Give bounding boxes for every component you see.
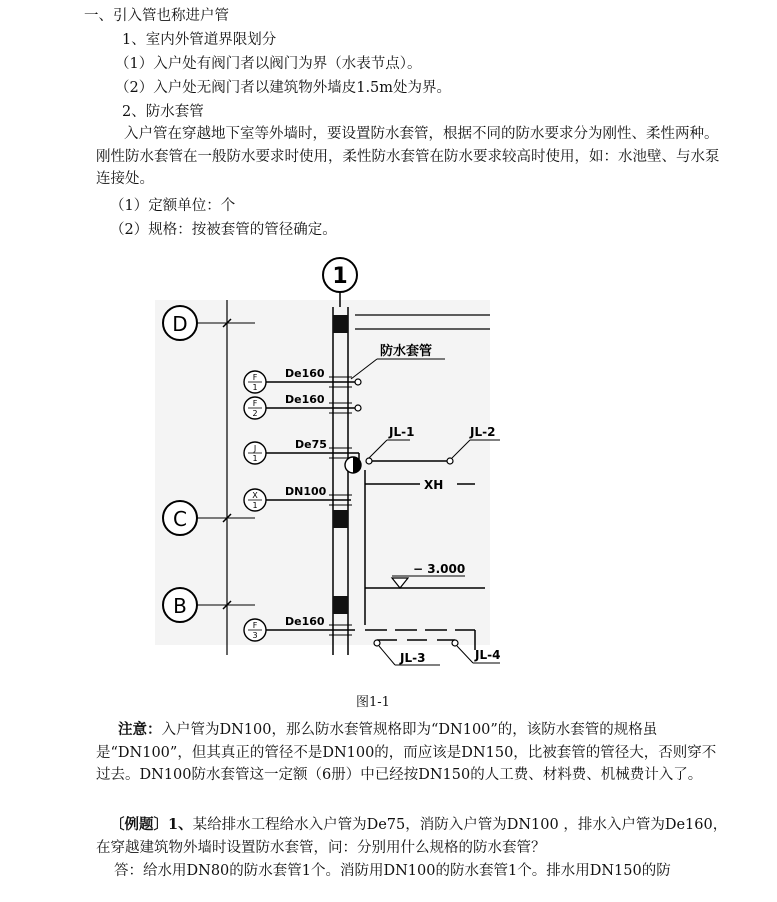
svg-text:1: 1 [252, 501, 258, 510]
svg-text:1: 1 [252, 383, 258, 392]
axis-label-b: B [173, 594, 187, 618]
note-paragraph [96, 719, 728, 787]
svg-text:1: 1 [252, 454, 258, 463]
subsection-title-sleeve: 2、防水套管 [122, 104, 204, 120]
column-block-2 [333, 510, 348, 528]
svg-text:3: 3 [252, 631, 258, 640]
answer-line: 答：给水用DN80的防水套管1个。消防用DN100的防水套管1个。排水用DN150的防 [114, 863, 671, 879]
svg-text:X: X [252, 491, 258, 500]
svg-text:F: F [252, 621, 258, 630]
example-lead: 〔例题〕1、 [110, 816, 193, 833]
boundary-item-1: （1）入户处有阀门者以阀门为界（水表节点）。 [115, 56, 422, 72]
pipe-label-j1: De75 [295, 438, 327, 451]
sleeve-paragraph: 入户管在穿越地下室等外墙时，要设置防水套管，根据不同的防水要求分为刚性、柔性两种。刚性防水套管在一般防水要求时使用，柔性防水套管在防水要求较高时使用，如：水池壁、与水泵连接处。 [96, 126, 720, 187]
pipe-label-f2: De160 [285, 393, 325, 406]
riser-label-jl3: JL-3 [400, 651, 426, 665]
note-lead: 注意： [118, 721, 162, 738]
example-paragraph [96, 814, 728, 859]
riser-label-jl1: JL-1 [389, 425, 415, 439]
hatched-background [155, 300, 490, 645]
column-block-3 [333, 596, 348, 614]
column-block-1 [333, 315, 348, 333]
riser-label-jl2: JL-2 [470, 425, 496, 439]
pipe-label-x1: DN100 [285, 485, 327, 498]
subsection-title-boundary: 1、室内外管道界限划分 [122, 32, 277, 48]
pipe-label-f1: De160 [285, 367, 325, 380]
svg-text:F: F [252, 399, 258, 408]
fire-branch-label-xh: XH [424, 478, 444, 492]
svg-text:J: J [253, 444, 257, 453]
quota-spec-item: （2）规格：按被套管的管径确定。 [110, 222, 337, 238]
axis-label-d: D [172, 312, 188, 336]
elevation-mark: − 3.000 [413, 562, 466, 576]
quota-unit-item: （1）定额单位：个 [110, 198, 236, 214]
section-heading: 一、引入管也称进户管 [84, 8, 229, 24]
note-body: 入户管为DN100，那么防水套管规格即为“DN100”的，该防水套管的规格虽是“DN100”，但其真正的管径不是DN100的，而应该是DN150，比被套管的管径大，否则穿不过去。DN100防水套管这一定额（6册）中已经按DN150的人工费、材料费、机械费计入了。 [96, 722, 717, 783]
svg-text:2: 2 [252, 409, 258, 418]
riser-label-jl4: JL-4 [475, 648, 500, 662]
pipe-label-f3: De160 [285, 615, 325, 628]
pipe-riser-diagram [155, 255, 500, 675]
svg-text:F: F [252, 373, 258, 382]
sleeve-label: 防水套管 [380, 344, 433, 359]
boundary-item-2: （2）入户处无阀门者以建筑物外墙皮1.5m处为界。 [115, 80, 452, 96]
figure-caption: 图1-1 [356, 695, 390, 710]
axis-label-1: 1 [332, 264, 348, 289]
example-body: 某给排水工程给水入户管为De75，消防入户管为DN100 ，排水入户管为De160，在穿越建筑物外墙时设置防水套管，问：分别用什么规格的防水套管？ [96, 817, 728, 856]
axis-label-c: C [173, 507, 187, 531]
